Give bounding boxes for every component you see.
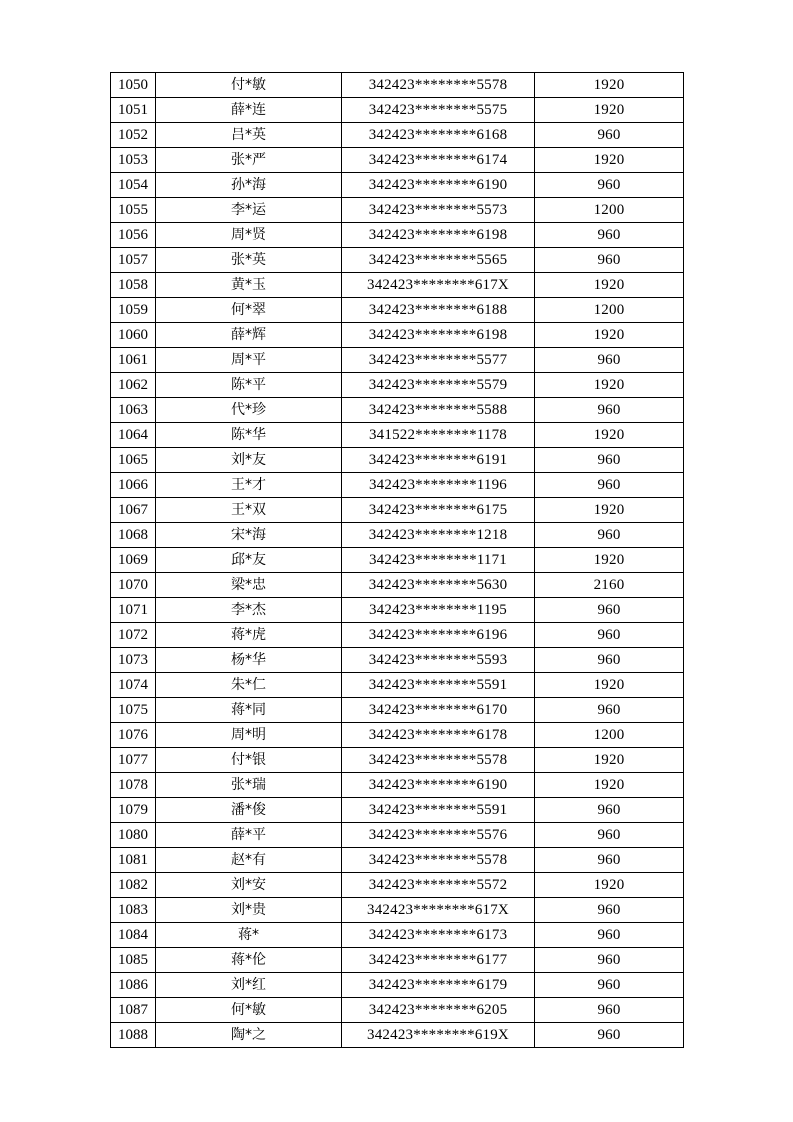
amount-cell: 960 xyxy=(535,898,684,923)
name-cell: 蒋*虎 xyxy=(156,623,342,648)
id-number-cell: 342423********5593 xyxy=(342,648,535,673)
amount-cell: 960 xyxy=(535,123,684,148)
table-row xyxy=(111,798,684,823)
name-cell: 薛*平 xyxy=(156,823,342,848)
row-number-cell: 1083 xyxy=(111,898,156,923)
row-number-cell: 1071 xyxy=(111,598,156,623)
table-row xyxy=(111,573,684,598)
table-row xyxy=(111,173,684,198)
table-row xyxy=(111,823,684,848)
row-number-cell: 1056 xyxy=(111,223,156,248)
table-row xyxy=(111,148,684,173)
row-number-cell: 1074 xyxy=(111,673,156,698)
row-number-cell: 1054 xyxy=(111,173,156,198)
amount-cell: 960 xyxy=(535,973,684,998)
name-cell: 赵*有 xyxy=(156,848,342,873)
id-number-cell: 342423********5576 xyxy=(342,823,535,848)
name-cell: 孙*海 xyxy=(156,173,342,198)
row-number-cell: 1072 xyxy=(111,623,156,648)
name-cell: 陶*之 xyxy=(156,1023,342,1048)
name-cell: 刘*红 xyxy=(156,973,342,998)
row-number-cell: 1086 xyxy=(111,973,156,998)
amount-cell: 960 xyxy=(535,223,684,248)
amount-cell: 2160 xyxy=(535,573,684,598)
amount-cell: 1200 xyxy=(535,198,684,223)
table-row xyxy=(111,323,684,348)
table-row xyxy=(111,698,684,723)
name-cell: 杨*华 xyxy=(156,648,342,673)
id-number-cell: 342423********1196 xyxy=(342,473,535,498)
row-number-cell: 1053 xyxy=(111,148,156,173)
row-number-cell: 1070 xyxy=(111,573,156,598)
row-number-cell: 1077 xyxy=(111,748,156,773)
name-cell: 何*敏 xyxy=(156,998,342,1023)
id-number-cell: 342423********6190 xyxy=(342,773,535,798)
table-row xyxy=(111,248,684,273)
id-number-cell: 342423********6170 xyxy=(342,698,535,723)
name-cell: 邱*友 xyxy=(156,548,342,573)
table-row xyxy=(111,748,684,773)
row-number-cell: 1067 xyxy=(111,498,156,523)
amount-cell: 1920 xyxy=(535,73,684,98)
row-number-cell: 1084 xyxy=(111,923,156,948)
amount-cell: 1920 xyxy=(535,98,684,123)
amount-cell: 960 xyxy=(535,173,684,198)
table-row xyxy=(111,223,684,248)
id-number-cell: 342423********6205 xyxy=(342,998,535,1023)
id-number-cell: 342423********617X xyxy=(342,273,535,298)
name-cell: 吕*英 xyxy=(156,123,342,148)
amount-cell: 960 xyxy=(535,623,684,648)
row-number-cell: 1062 xyxy=(111,373,156,398)
id-number-cell: 342423********6190 xyxy=(342,173,535,198)
id-number-cell: 342423********1195 xyxy=(342,598,535,623)
amount-cell: 960 xyxy=(535,848,684,873)
amount-cell: 1920 xyxy=(535,673,684,698)
roster-table-body xyxy=(111,73,684,1048)
id-number-cell: 342423********6179 xyxy=(342,973,535,998)
table-row xyxy=(111,73,684,98)
table-row xyxy=(111,848,684,873)
table-row xyxy=(111,648,684,673)
name-cell: 张*英 xyxy=(156,248,342,273)
row-number-cell: 1051 xyxy=(111,98,156,123)
amount-cell: 960 xyxy=(535,648,684,673)
amount-cell: 1920 xyxy=(535,373,684,398)
row-number-cell: 1068 xyxy=(111,523,156,548)
amount-cell: 960 xyxy=(535,598,684,623)
amount-cell: 960 xyxy=(535,998,684,1023)
id-number-cell: 342423********5565 xyxy=(342,248,535,273)
id-number-cell: 342423********6178 xyxy=(342,723,535,748)
amount-cell: 1920 xyxy=(535,323,684,348)
table-row xyxy=(111,948,684,973)
amount-cell: 960 xyxy=(535,1023,684,1048)
roster-table xyxy=(110,72,684,1048)
table-row xyxy=(111,998,684,1023)
table-row xyxy=(111,123,684,148)
amount-cell: 1920 xyxy=(535,273,684,298)
name-cell: 潘*俊 xyxy=(156,798,342,823)
id-number-cell: 342423********617X xyxy=(342,898,535,923)
name-cell: 刘*友 xyxy=(156,448,342,473)
table-row xyxy=(111,673,684,698)
amount-cell: 960 xyxy=(535,948,684,973)
amount-cell: 1920 xyxy=(535,873,684,898)
row-number-cell: 1065 xyxy=(111,448,156,473)
name-cell: 王*才 xyxy=(156,473,342,498)
id-number-cell: 342423********5591 xyxy=(342,798,535,823)
name-cell: 周*明 xyxy=(156,723,342,748)
name-cell: 张*严 xyxy=(156,148,342,173)
id-number-cell: 342423********5575 xyxy=(342,98,535,123)
amount-cell: 1920 xyxy=(535,148,684,173)
name-cell: 刘*安 xyxy=(156,873,342,898)
row-number-cell: 1060 xyxy=(111,323,156,348)
row-number-cell: 1050 xyxy=(111,73,156,98)
id-number-cell: 342423********6198 xyxy=(342,223,535,248)
name-cell: 陈*平 xyxy=(156,373,342,398)
name-cell: 付*敏 xyxy=(156,73,342,98)
row-number-cell: 1059 xyxy=(111,298,156,323)
table-row xyxy=(111,923,684,948)
amount-cell: 960 xyxy=(535,923,684,948)
id-number-cell: 342423********6173 xyxy=(342,923,535,948)
row-number-cell: 1058 xyxy=(111,273,156,298)
amount-cell: 960 xyxy=(535,798,684,823)
id-number-cell: 341522********1178 xyxy=(342,423,535,448)
amount-cell: 1200 xyxy=(535,723,684,748)
table-row xyxy=(111,273,684,298)
table-row xyxy=(111,873,684,898)
row-number-cell: 1061 xyxy=(111,348,156,373)
name-cell: 李*杰 xyxy=(156,598,342,623)
id-number-cell: 342423********5578 xyxy=(342,748,535,773)
amount-cell: 1920 xyxy=(535,423,684,448)
table-row xyxy=(111,523,684,548)
id-number-cell: 342423********619X xyxy=(342,1023,535,1048)
row-number-cell: 1055 xyxy=(111,198,156,223)
table-row xyxy=(111,498,684,523)
name-cell: 付*银 xyxy=(156,748,342,773)
id-number-cell: 342423********5572 xyxy=(342,873,535,898)
id-number-cell: 342423********1171 xyxy=(342,548,535,573)
row-number-cell: 1088 xyxy=(111,1023,156,1048)
table-row xyxy=(111,423,684,448)
amount-cell: 1920 xyxy=(535,773,684,798)
name-cell: 周*平 xyxy=(156,348,342,373)
amount-cell: 960 xyxy=(535,823,684,848)
id-number-cell: 342423********1218 xyxy=(342,523,535,548)
name-cell: 陈*华 xyxy=(156,423,342,448)
row-number-cell: 1081 xyxy=(111,848,156,873)
table-row xyxy=(111,973,684,998)
amount-cell: 960 xyxy=(535,523,684,548)
table-row xyxy=(111,473,684,498)
id-number-cell: 342423********5578 xyxy=(342,73,535,98)
table-row xyxy=(111,373,684,398)
row-number-cell: 1085 xyxy=(111,948,156,973)
amount-cell: 960 xyxy=(535,398,684,423)
row-number-cell: 1069 xyxy=(111,548,156,573)
table-row xyxy=(111,623,684,648)
name-cell: 薛*连 xyxy=(156,98,342,123)
row-number-cell: 1057 xyxy=(111,248,156,273)
name-cell: 何*翠 xyxy=(156,298,342,323)
name-cell: 梁*忠 xyxy=(156,573,342,598)
amount-cell: 960 xyxy=(535,348,684,373)
id-number-cell: 342423********6196 xyxy=(342,623,535,648)
name-cell: 代*珍 xyxy=(156,398,342,423)
row-number-cell: 1075 xyxy=(111,698,156,723)
id-number-cell: 342423********6177 xyxy=(342,948,535,973)
amount-cell: 1920 xyxy=(535,748,684,773)
row-number-cell: 1052 xyxy=(111,123,156,148)
row-number-cell: 1087 xyxy=(111,998,156,1023)
name-cell: 李*运 xyxy=(156,198,342,223)
id-number-cell: 342423********5573 xyxy=(342,198,535,223)
id-number-cell: 342423********6175 xyxy=(342,498,535,523)
amount-cell: 960 xyxy=(535,448,684,473)
table-row xyxy=(111,298,684,323)
name-cell: 蒋* xyxy=(156,923,342,948)
name-cell: 薛*辉 xyxy=(156,323,342,348)
name-cell: 朱*仁 xyxy=(156,673,342,698)
table-row xyxy=(111,1023,684,1048)
name-cell: 黄*玉 xyxy=(156,273,342,298)
row-number-cell: 1063 xyxy=(111,398,156,423)
row-number-cell: 1064 xyxy=(111,423,156,448)
table-row xyxy=(111,898,684,923)
table-row xyxy=(111,98,684,123)
amount-cell: 960 xyxy=(535,698,684,723)
name-cell: 王*双 xyxy=(156,498,342,523)
id-number-cell: 342423********5579 xyxy=(342,373,535,398)
amount-cell: 960 xyxy=(535,473,684,498)
id-number-cell: 342423********5578 xyxy=(342,848,535,873)
amount-cell: 1920 xyxy=(535,498,684,523)
table-row xyxy=(111,198,684,223)
table-row xyxy=(111,598,684,623)
name-cell: 蒋*伦 xyxy=(156,948,342,973)
id-number-cell: 342423********5577 xyxy=(342,348,535,373)
name-cell: 周*贤 xyxy=(156,223,342,248)
name-cell: 刘*贵 xyxy=(156,898,342,923)
row-number-cell: 1073 xyxy=(111,648,156,673)
table-row xyxy=(111,398,684,423)
table-row xyxy=(111,773,684,798)
name-cell: 张*瑞 xyxy=(156,773,342,798)
name-cell: 蒋*同 xyxy=(156,698,342,723)
amount-cell: 1200 xyxy=(535,298,684,323)
name-cell: 宋*海 xyxy=(156,523,342,548)
table-row xyxy=(111,348,684,373)
row-number-cell: 1066 xyxy=(111,473,156,498)
id-number-cell: 342423********6191 xyxy=(342,448,535,473)
id-number-cell: 342423********5591 xyxy=(342,673,535,698)
id-number-cell: 342423********6168 xyxy=(342,123,535,148)
row-number-cell: 1079 xyxy=(111,798,156,823)
table-row xyxy=(111,548,684,573)
row-number-cell: 1082 xyxy=(111,873,156,898)
id-number-cell: 342423********5588 xyxy=(342,398,535,423)
id-number-cell: 342423********6188 xyxy=(342,298,535,323)
id-number-cell: 342423********6174 xyxy=(342,148,535,173)
amount-cell: 1920 xyxy=(535,548,684,573)
id-number-cell: 342423********6198 xyxy=(342,323,535,348)
table-row xyxy=(111,448,684,473)
id-number-cell: 342423********5630 xyxy=(342,573,535,598)
row-number-cell: 1078 xyxy=(111,773,156,798)
table-row xyxy=(111,723,684,748)
row-number-cell: 1080 xyxy=(111,823,156,848)
amount-cell: 960 xyxy=(535,248,684,273)
row-number-cell: 1076 xyxy=(111,723,156,748)
